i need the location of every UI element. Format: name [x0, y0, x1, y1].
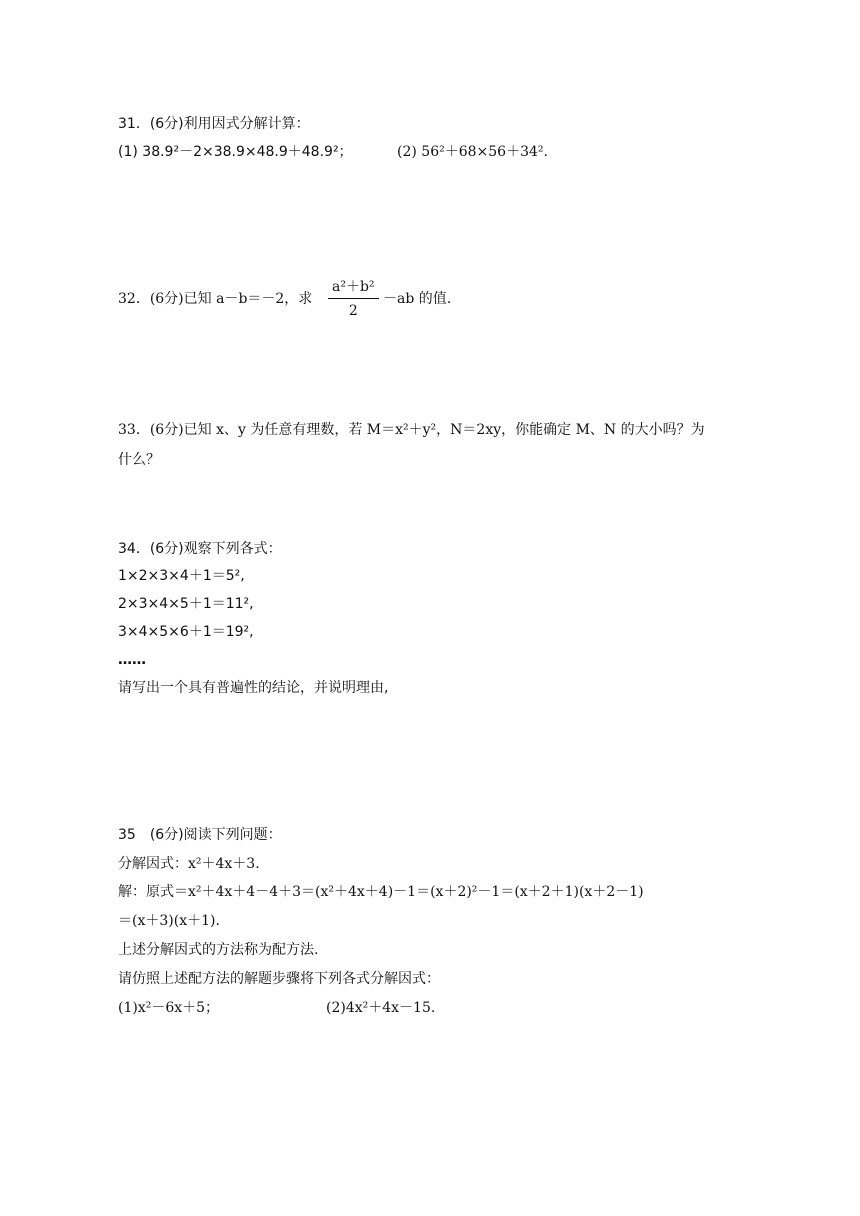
q34-prompt: 请写出一个具有普遍性的结论，并说明理由,: [118, 680, 389, 696]
q35-method: 上述分解因式的方法称为配方法.: [118, 942, 319, 958]
q35-solution-line1: 解：原式＝x²＋4x＋4－4＋3＝(x²＋4x＋4)－1＝(x＋2)²－1＝(x＋2＋1)(x＋2－1): [118, 884, 644, 900]
q34-eq3: 3×4×5×6＋1＝19²,: [118, 624, 254, 640]
q35-solution-line2: ＝(x＋3)(x＋1).: [118, 913, 220, 929]
q32-fraction: [328, 279, 379, 319]
q35-task: 分解因式：x²＋4x＋3.: [118, 856, 260, 872]
q32-suffix: －ab 的值.: [383, 291, 452, 307]
q31-title: 31．(6分)利用因式分解计算：: [118, 116, 310, 132]
q31-part2: (2) 56²＋68×56＋34².: [397, 144, 548, 160]
q32-numerator: a²＋b²: [328, 279, 379, 299]
q35-part2: (2)4x²＋4x－15.: [326, 1000, 436, 1016]
q34-eq1: 1×2×3×4＋1＝5²,: [118, 568, 245, 584]
q34-title: 34．(6分)观察下列各式：: [118, 541, 282, 557]
q31-part1: (1) 38.9²－2×38.9×48.9＋48.9²；: [118, 144, 353, 160]
q35-part1: (1)x²－6x＋5；: [118, 1000, 220, 1016]
q33-line2: 什么？: [118, 452, 160, 468]
q32-prefix: 32．(6分)已知 a－b＝－2，求: [118, 291, 313, 307]
q33-line1: 33．(6分)已知 x、y 为任意有理数，若 M＝x²＋y²，N＝2xy，你能确定 M、N 的大小吗？为: [118, 422, 705, 438]
q34-eq2: 2×3×4×5＋1＝11²,: [118, 596, 254, 612]
q34-ellipsis: ……: [118, 652, 146, 668]
q32-denominator: 2: [348, 303, 358, 319]
q35-title: 35 (6分)阅读下列问题：: [118, 827, 282, 843]
q35-instruction: 请仿照上述配方法的解题步骤将下列各式分解因式：: [118, 971, 440, 987]
